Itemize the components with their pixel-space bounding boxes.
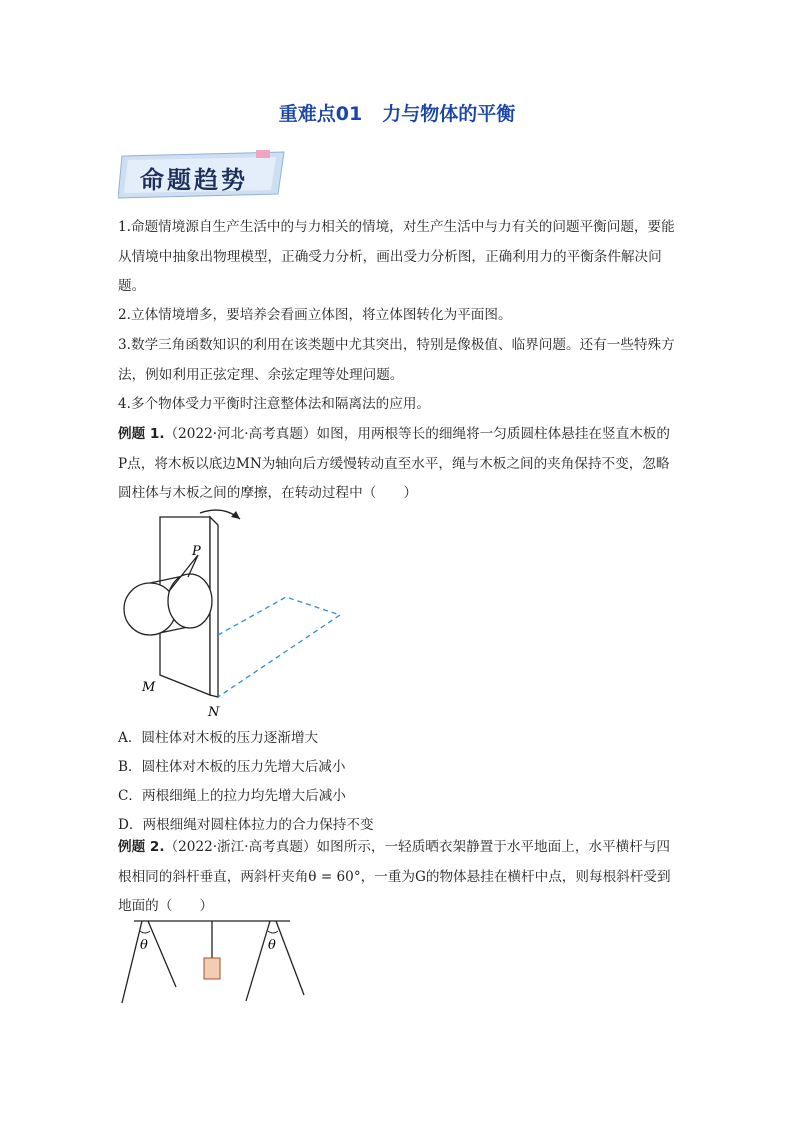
section-banner-title: 命题趋势	[140, 166, 248, 194]
point-n-label: N	[208, 705, 220, 720]
point-p-label: P	[192, 544, 201, 559]
example-2-label: 例题 2.	[118, 839, 165, 855]
trend-item-1: 1.命题情境源自生产生活中的与力相关的情境，对生产生活中与力有关的问题平衡问题，要能从情境中抽象出物理模型，正确受力分析，画出受力分析图，正确利用力的平衡条件解决问题。	[118, 219, 675, 294]
trend-item-2: 2.立体情境增多，要培养会看画立体图，将立体图转化为平面图。	[118, 307, 512, 323]
example-1-option-b: B．圆柱体对木板的压力先增大后减小	[118, 759, 346, 775]
title-code: 重难点01	[278, 103, 363, 125]
title-name: 力与物体的平衡	[382, 103, 516, 125]
example-1-label: 例题 1.	[118, 426, 165, 442]
example-1-figure	[118, 505, 348, 720]
theta-right-label: θ	[268, 938, 276, 953]
example-1-stem	[118, 420, 678, 509]
theta-left-label: θ	[140, 938, 148, 953]
example-1-option-c: C．两根细绳上的拉力均先增大后减小	[118, 788, 346, 804]
example-2-figure	[118, 915, 308, 1007]
example-2-text: （2022·浙江·高考真题）如图所示，一轻质晒衣架静置于水平地面上，水平横杆与四根相同的斜杆垂直，两斜杆夹角θ = 60°，一重为G的物体悬挂在横杆中点，则每根斜杆受到地面的（ ）	[118, 839, 671, 914]
trend-item-4: 4.多个物体受力平衡时注意整体法和隔离法的应用。	[118, 396, 431, 412]
example-1-text: （2022·河北·高考真题）如图，用两根等长的细绳将一匀质圆柱体悬挂在竖直木板的P点，将木板以底边MN为轴向后方缓慢转动直至水平，绳与木板之间的夹角保持不变，忽略圆柱体与木板之间的摩擦，在转动过程中（ ）	[118, 426, 670, 501]
trend-item-3: 3.数学三角函数知识的利用在该类题中尤其突出，特别是像极值、临界问题。还有一些特殊方法，例如利用正弦定理、余弦定理等处理问题。	[118, 337, 675, 383]
point-m-label: M	[142, 680, 156, 695]
example-2-stem	[118, 833, 678, 922]
example-1-option-a: A．圆柱体对木板的压力逐渐增大	[118, 730, 319, 746]
page-title	[0, 99, 794, 126]
example-1-option-d: D．两根细绳对圆柱体拉力的合力保持不变	[118, 817, 374, 833]
